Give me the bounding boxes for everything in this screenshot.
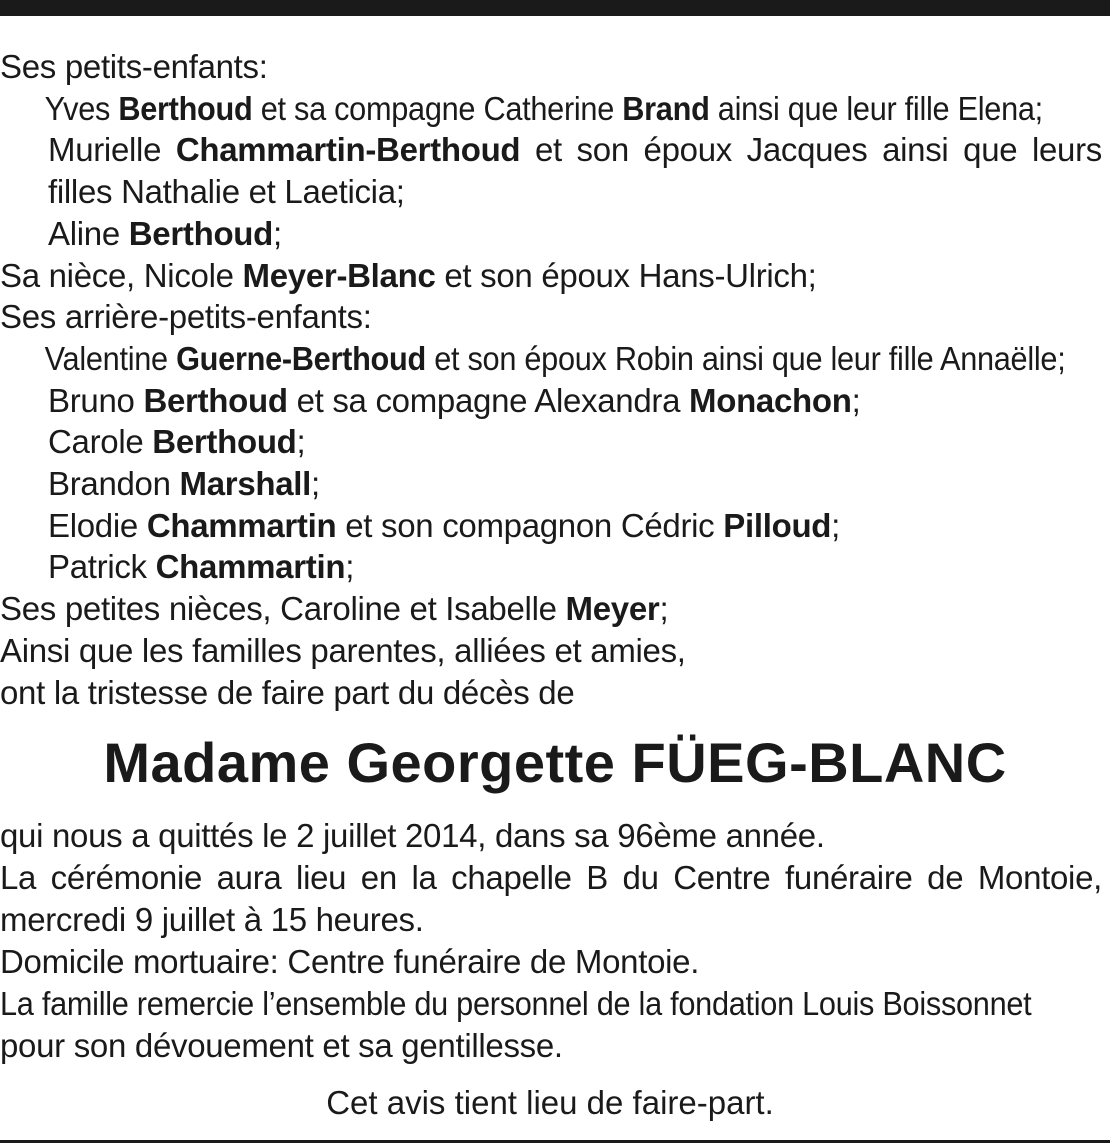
great-grandchild-valentine: Valentine Guerne-Berthoud et son époux Robin ainsi que leur fille Annaëlle; xyxy=(44,339,1066,377)
details-block xyxy=(0,815,1102,1067)
grandchildren-heading: Ses petits-enfants: xyxy=(0,48,268,85)
passed-line: qui nous a quittés le 2 juillet 2014, dans sa 96ème année. xyxy=(0,817,825,854)
great-grandchild-patrick: Patrick Chammartin; xyxy=(48,548,355,586)
deceased-name: Madame Georgette FÜEG-BLANC xyxy=(103,731,1007,794)
family-list xyxy=(0,46,1102,713)
niece-nicole: Sa nièce, Nicole Meyer-Blanc et son époux Hans-Ulrich; xyxy=(0,256,817,294)
top-rule xyxy=(0,0,1110,16)
great-grandchild-carole: Carole Berthoud; xyxy=(48,423,306,461)
great-grandchild-elodie: Elodie Chammartin et son compagnon Cédric Pilloud; xyxy=(48,506,841,544)
ceremony-line: La cérémonie aura lieu en la chapelle B du Centre funéraire de Montoie, xyxy=(0,859,1102,896)
grandchild-murielle-cont: filles Nathalie et Laeticia; xyxy=(48,173,405,211)
ceremony-cont-line: mercredi 9 juillet à 15 heures. xyxy=(0,901,424,938)
domicile-line: Domicile mortuaire: Centre funéraire de Montoie. xyxy=(0,943,700,980)
announce-line: ont la tristesse de faire part du décès de xyxy=(0,673,575,711)
thanks-cont-line: pour son dévouement et sa gentillesse. xyxy=(0,1027,563,1064)
great-grandchild-brandon: Brandon Marshall; xyxy=(48,465,320,503)
bottom-rule xyxy=(0,1140,1110,1143)
grandnieces: Ses petites nièces, Caroline et Isabelle Meyer; xyxy=(0,590,669,628)
great-grandchild-bruno: Bruno Berthoud et sa compagne Alexandra Monachon; xyxy=(48,381,861,419)
families-line: Ainsi que les familles parentes, alliées et amies, xyxy=(0,631,686,669)
great-grandchildren-heading: Ses arrière-petits-enfants: xyxy=(0,298,372,336)
grandchild-yves: Yves Berthoud et sa compagne Catherine Brand ainsi que leur fille Elena; xyxy=(44,89,1043,127)
grandchild-murielle: Murielle Chammartin-Berthoud et son époux Jacques ainsi que leurs xyxy=(48,131,1102,169)
closing-note: Cet avis tient lieu de faire-part. xyxy=(326,1084,774,1121)
thanks-line: La famille remercie l’ensemble du personnel de la fondation Louis Boissonnet xyxy=(0,985,1032,1022)
grandchild-aline: Aline Berthoud; xyxy=(48,214,282,252)
